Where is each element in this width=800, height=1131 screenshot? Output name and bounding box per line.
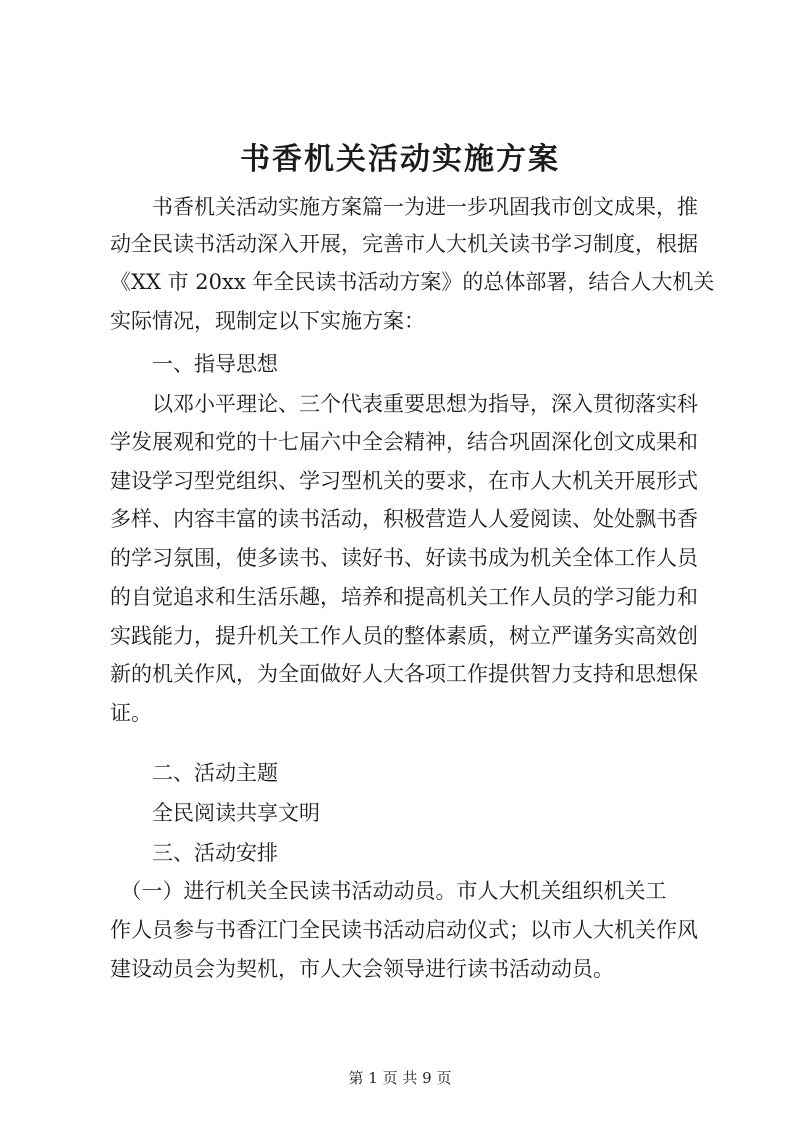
body-line: （一）进行机关全民读书活动动员。市人大机关组织机关工 xyxy=(110,879,667,903)
body-line: 《XX 市 20xx 年全民读书活动方案》的总体部署，结合人大机关 xyxy=(110,270,715,294)
section-heading: 三、活动安排 xyxy=(110,841,278,865)
body-line: 的学习氛围，使多读书、读好书、好读书成为机关全体工作人员 xyxy=(110,546,698,570)
body-line: 作人员参与书香江门全民读书活动启动仪式；以市人大机关作风 xyxy=(110,918,698,942)
body-line: 建设动员会为契机，市人大会领导进行读书活动动员。 xyxy=(110,957,614,981)
body-line: 实践能力，提升机关工作人员的整体素质，树立严谨务实高效创 xyxy=(110,624,698,648)
body-line: 动全民读书活动深入开展，完善市人大机关读书学习制度，根据 xyxy=(110,232,698,256)
body-line: 新的机关作风，为全面做好人大各项工作提供智力支持和思想保 xyxy=(110,662,698,686)
body-line: 建设学习型党组织、学习型机关的要求，在市人大机关开展形式 xyxy=(110,469,698,493)
body-line: 实际情况，现制定以下实施方案： xyxy=(110,309,425,333)
document-title: 书香机关活动实施方案 xyxy=(240,142,560,177)
section-heading: 二、活动主题 xyxy=(110,761,278,785)
body-line: 的自觉追求和生活乐趣，培养和提高机关工作人员的学习能力和 xyxy=(110,585,698,609)
body-line: 以邓小平理论、三个代表重要思想为指导，深入贯彻落实科 xyxy=(110,392,698,416)
body-line: 全民阅读共享文明 xyxy=(110,801,320,825)
page-indicator: 第 1 页 共 9 页 xyxy=(348,1069,452,1087)
body-line: 书香机关活动实施方案篇一为进一步巩固我市创文成果，推 xyxy=(110,195,698,219)
body-line: 证。 xyxy=(110,701,152,725)
section-heading: 一、指导思想 xyxy=(110,352,278,376)
body-line: 学发展观和党的十七届六中全会精神，结合巩固深化创文成果和 xyxy=(110,430,698,454)
body-line: 多样、内容丰富的读书活动，积极营造人人爱阅读、处处飘书香 xyxy=(110,507,698,531)
